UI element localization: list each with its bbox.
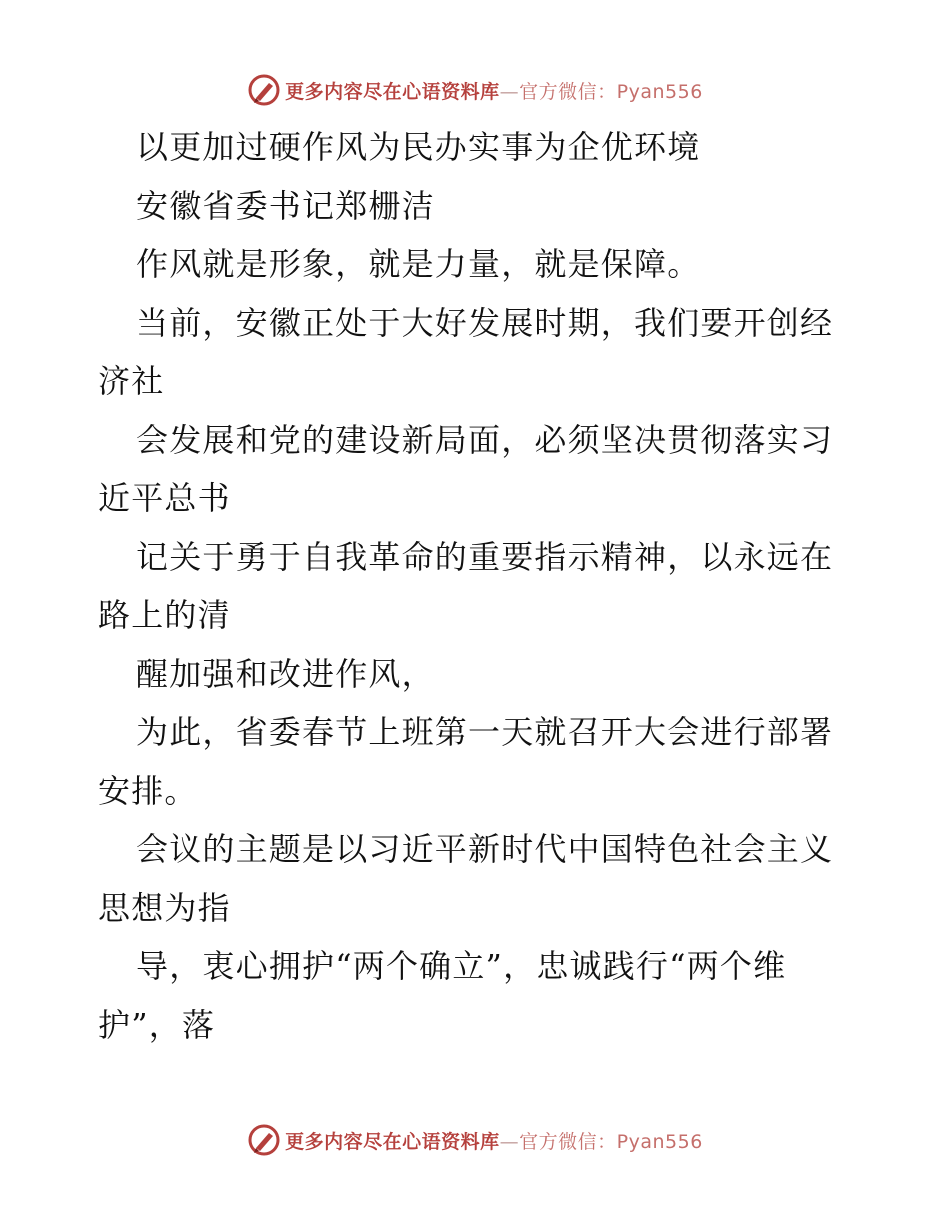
- pen-logo-icon: [247, 73, 281, 107]
- paragraph-line: 为此，省委春节上班第一天就召开大会进行部署: [136, 713, 834, 751]
- paragraph-line: 护”，落: [98, 1005, 216, 1044]
- document-body: [98, 118, 858, 1054]
- doc-title: 以更加过硬作风为民办实事为企优环境: [136, 128, 701, 166]
- paragraph-line: 作风就是形象，就是力量，就是保障。: [136, 245, 701, 283]
- paragraph-line: 近平总书: [98, 479, 231, 517]
- pen-logo-icon: [247, 1123, 281, 1157]
- paragraph-line: 醒加强和改进作风，: [136, 654, 435, 693]
- paragraph-line: 安排。: [98, 771, 198, 810]
- paragraph-line: 导，衷心拥护“两个确立”，忠诚践行“两个维: [136, 947, 787, 985]
- footer-banner-wechat: 官方微信：Pyan556: [519, 1130, 703, 1153]
- footer-banner: [0, 1120, 950, 1160]
- paragraph-line: 会发展和党的建设新局面，必须坚决贯彻落实习: [136, 420, 834, 459]
- paragraph-line: 当前，安徽正处于大好发展时期，我们要开创经: [136, 303, 834, 342]
- header-banner-text: [285, 77, 703, 104]
- header-banner-separator: —: [499, 80, 520, 103]
- paragraph-line: 记关于勇于自我革命的重要指示精神，以永远在: [136, 537, 834, 576]
- header-banner-main: 更多内容尽在心语资料库: [285, 80, 500, 103]
- footer-banner-text: [285, 1127, 703, 1154]
- footer-banner-separator: —: [499, 1130, 520, 1153]
- paragraph-line: 路上的清: [98, 596, 231, 634]
- doc-author: 安徽省委书记郑栅洁: [136, 186, 435, 225]
- header-banner-wechat: 官方微信：Pyan556: [519, 80, 703, 103]
- header-banner: [0, 70, 950, 110]
- paragraph-line: 思想为指: [98, 888, 231, 927]
- paragraph-line: 济社: [98, 362, 165, 400]
- paragraph-line: 会议的主题是以习近平新时代中国特色社会主义: [136, 830, 834, 868]
- footer-banner-main: 更多内容尽在心语资料库: [285, 1130, 500, 1153]
